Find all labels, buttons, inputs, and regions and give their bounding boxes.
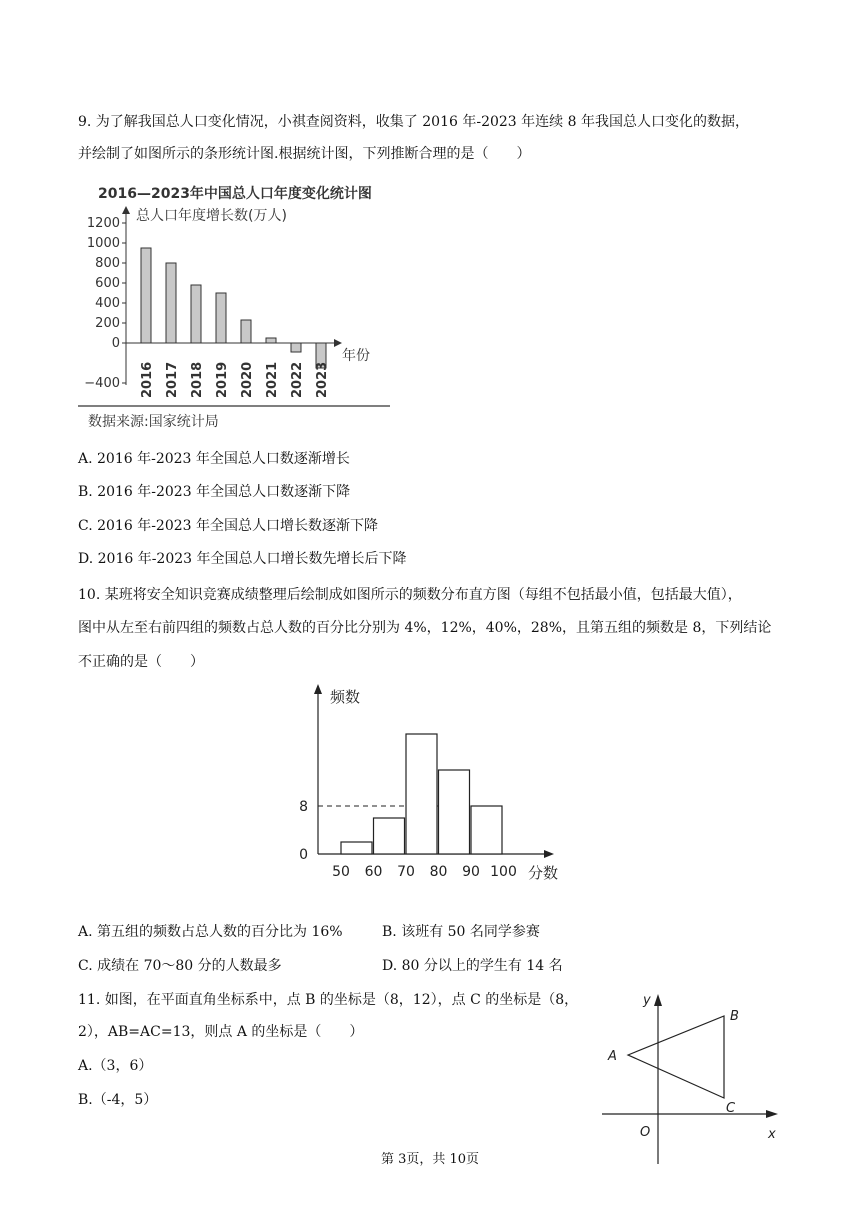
chart1-ytick-label: 200	[95, 316, 120, 331]
chart1-ytick-label: 800	[95, 256, 120, 271]
chart1-ytick-label: 0	[111, 336, 120, 351]
point-a-label: A	[608, 1049, 617, 1064]
q9-option-b[interactable]: B. 2016 年-2023 年全国总人口数逐渐下降	[78, 484, 351, 500]
chart1-category-label: 2016	[140, 361, 155, 398]
q10-option-b[interactable]: B. 该班有 50 名同学参赛	[382, 924, 540, 940]
chart2-ylabel: 频数	[330, 688, 361, 706]
chart1-category-label: 2022	[290, 361, 305, 398]
q9-option-c[interactable]: C. 2016 年-2023 年全国总人口增长数逐渐下降	[78, 518, 379, 534]
chart1-category-label: 2018	[190, 361, 205, 398]
point-c-label: C	[726, 1101, 736, 1116]
chart1-bar-2021	[266, 338, 276, 343]
chart1-bar-2016	[141, 248, 151, 343]
chart2-bar-90-100	[471, 806, 502, 854]
chart1-category-label: 2020	[240, 361, 255, 398]
chart1-ytick-label: −400	[84, 376, 120, 391]
chart1-ytick-label: 1200	[86, 216, 120, 231]
chart2-bar-60-70	[374, 818, 405, 854]
triangle-abc	[628, 1016, 724, 1098]
chart1-ylabel: 总人口年度增长数(万人)	[136, 208, 287, 224]
q10-stem-line3: 不正确的是（ ）	[78, 654, 204, 670]
chart2-ytick-8: 8	[299, 799, 308, 815]
q9-option-d[interactable]: D. 2016 年-2023 年全国总人口增长数先增长后下降	[78, 551, 407, 567]
q10-stem-line1: 10. 某班将安全知识竞赛成绩整理后绘制成如图所示的频数分布直方图（每组不包括最小值，包括最大值），	[78, 587, 742, 603]
q11-stem-line1: 11. 如图，在平面直角坐标系中，点 B 的坐标是（8，12），点 C 的坐标是（8，	[78, 992, 579, 1008]
chart1-bar-2018	[191, 285, 201, 343]
chart2-ytick-0: 0	[299, 847, 308, 863]
chart1-source: 数据来源:国家统计局	[88, 414, 219, 430]
chart1-bar-2017	[166, 263, 176, 343]
chart2-bar-80-90	[439, 770, 470, 854]
chart2-xtick-label: 50	[332, 864, 350, 880]
chart1-x-arrow	[334, 339, 342, 347]
coordinate-diagram	[598, 988, 798, 1168]
diagram-y-label: y	[643, 993, 651, 1008]
chart1-category-label: 2017	[165, 361, 180, 398]
diagram-origin-label: O	[640, 1125, 651, 1140]
chart2-y-arrow	[314, 684, 322, 694]
chart2-x-arrow	[544, 850, 554, 858]
diagram-x-label: x	[768, 1127, 776, 1142]
q9-option-a[interactable]: A. 2016 年-2023 年全国总人口数逐渐增长	[78, 451, 350, 467]
chart1-bar-2020	[241, 320, 251, 343]
chart1-ytick-label: 1000	[86, 236, 120, 251]
chart2-bar-70-80	[406, 734, 437, 854]
point-b-label: B	[730, 1009, 739, 1024]
chart2-xtick-label: 60	[364, 864, 383, 880]
chart1-ytick-label: 600	[95, 276, 120, 291]
chart1-bar-2019	[216, 293, 226, 343]
chart2-bar-50-60	[341, 842, 372, 854]
diagram-x-arrow	[766, 1110, 778, 1118]
chart2-xtick-label: 100	[490, 864, 517, 880]
q10-stem-line2: 图中从左至右前四组的频数占总人数的百分比分别为 4%，12%，40%，28%，且第五组的频数是 8，下列结论	[78, 620, 772, 636]
chart1-xlabel: 年份	[342, 348, 370, 364]
population-bar-chart	[78, 180, 408, 430]
q11-option-b[interactable]: B.（-4，5）	[78, 1092, 158, 1108]
chart1-title: 2016—2023年中国总人口年度变化统计图	[98, 186, 372, 202]
diagram-y-arrow	[654, 994, 662, 1006]
q10-option-d[interactable]: D. 80 分以上的学生有 14 名	[382, 958, 563, 974]
chart2-xtick-label: 90	[462, 864, 480, 880]
chart1-ytick-label: 400	[95, 296, 120, 311]
frequency-histogram	[290, 680, 580, 890]
chart1-category-label: 2023	[315, 361, 330, 398]
q11-stem-line2: 2），AB=AC=13，则点 A 的坐标是（ ）	[78, 1024, 364, 1040]
q9-stem-line1: 9. 为了解我国总人口变化情况，小祺查阅资料，收集了 2016 年-2023 年连续 8 年我国总人口变化的数据，	[78, 114, 749, 130]
chart1-category-label: 2019	[215, 361, 230, 398]
chart2-xtick-label: 80	[429, 864, 448, 880]
chart1-category-label: 2021	[265, 361, 280, 398]
chart2-xlabel: 分数	[528, 864, 559, 882]
page-footer: 第 3页，共 10页	[380, 1152, 480, 1167]
q10-option-c[interactable]: C. 成绩在 70～80 分的人数最多	[78, 958, 282, 974]
q9-stem-line2: 并绘制了如图所示的条形统计图.根据统计图，下列推断合理的是（ ）	[78, 146, 531, 162]
chart1-bar-2022	[291, 343, 301, 352]
chart2-xtick-label: 70	[397, 864, 415, 880]
q11-option-a[interactable]: A.（3，6）	[78, 1058, 153, 1074]
chart1-y-arrow	[122, 206, 130, 214]
q10-option-a[interactable]: A. 第五组的频数占总人数的百分比为 16%	[78, 924, 343, 940]
